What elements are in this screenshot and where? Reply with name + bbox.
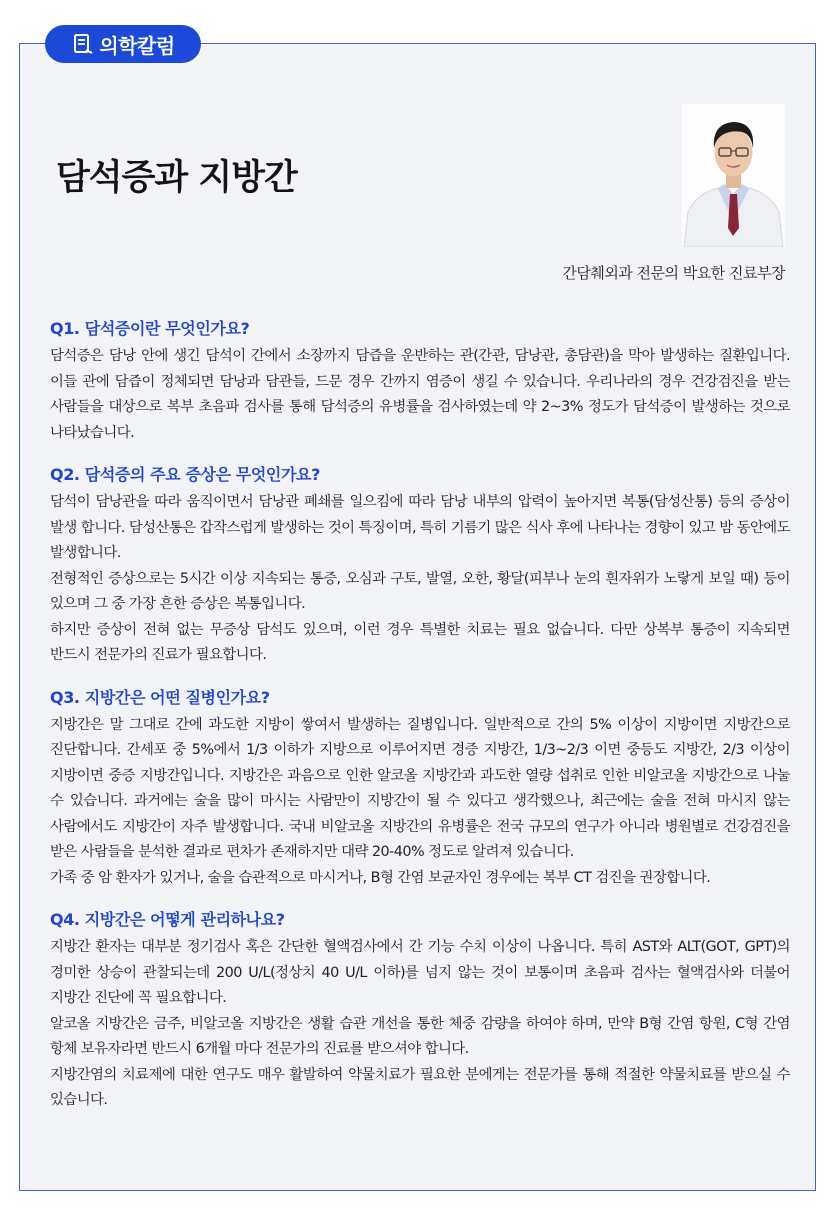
question-heading: Q3. 지방간은 어떤 질병인가요? bbox=[50, 687, 270, 707]
answer-paragraph: 지방간은 말 그대로 간에 과도한 지방이 쌓여서 발생하는 질병입니다. 일반적으로 간의 5% 이상이 지방이면 지방간으로 진단합니다. 간세포 중 5%에서 1/3 이하가 지방으로 이루어지면 경증 지방간, 1/3~2/3 이면 중등도 지방간, 2/3 이상이 지방이면 중증 지방간입니다. 지방간은 과음으로 인한 알코올 지방간과 과도한 열량 섭취로 인한 비알코올 지방간으로 나눌 수 있습니다. 과거에는 술을 많이 마시는 사람만이 지방간이 될 수 있다고 생각했으나, 최근에는 술을 전혀 마시지 않는 사람에서도 지방간이 자주 발생합니다. 국내 비알코올 지방간의 유병률은 전국 규모의 연구가 아니라 병원별로 건강검진을 받은 사람들을 분석한 결과로 편차가 존재하지만 대략 20-40% 정도로 알려져 있습니다. bbox=[50, 716, 790, 860]
qa-section-1 bbox=[50, 318, 790, 446]
page-title: 담석증과 지방간 bbox=[56, 158, 297, 198]
question-heading: Q1. 담석증이란 무엇인가요? bbox=[50, 319, 250, 338]
qa-section-4 bbox=[50, 909, 790, 1114]
qa-section-3 bbox=[50, 687, 790, 892]
article-body bbox=[50, 318, 790, 1132]
answer-paragraph: 알코올 지방간은 금주, 비알코올 지방간은 생활 습관 개선을 통한 체중 감량을 하여야 하며, 만약 B형 간염 항원, C형 간염 항체 보유자라면 반드시 6개월 마다 전문가의 진료를 받으셔야 합니다. bbox=[50, 1015, 790, 1057]
answer-paragraph: 전형적인 증상으로는 5시간 이상 지속되는 통증, 오심과 구토, 발열, 오한, 황달(피부나 눈의 흰자위가 노랗게 보일 때) 등이 있으며 그 중 가장 흔한 증상은 복통입니다. bbox=[50, 570, 790, 612]
document-icon bbox=[71, 32, 95, 56]
doctor-portrait bbox=[682, 104, 785, 247]
qa-section-2 bbox=[50, 464, 790, 669]
question-heading: Q2. 담석증의 주요 증상은 무엇인가요? bbox=[50, 465, 320, 484]
author-byline: 간담췌외과 전문의 박요한 진료부장 bbox=[562, 264, 785, 282]
answer-paragraph: 담석이 담낭관을 따라 움직이면서 담낭관 폐쇄를 일으킴에 따라 담낭 내부의 압력이 높아지면 복통(담성산통) 등의 증상이 발생 합니다. 담성산통은 갑작스럽게 발생하는 것이 특징이며, 특히 기름기 많은 식사 후에 나타나는 경향이 있고 밤 동안에도 발생합니다. bbox=[50, 494, 791, 561]
answer-paragraph: 지방간 환자는 대부분 정기검사 혹은 간단한 혈액검사에서 간 기능 수치 이상이 나옵니다. 특히 AST와 ALT(GOT, GPT)의 경미한 상승이 관찰되는데 200 U/L(정상치 40 U/L 이하)를 넘지 않는 것이 보통이며 초음파 검사는 혈액검사와 더불어 지방간 진단에 꼭 필요합니다. bbox=[50, 939, 791, 1006]
answer-paragraph: 지방간염의 치료제에 대한 연구도 매우 활발하여 약물치료가 필요한 분에게는 전문가를 통해 적절한 약물치료를 받으실 수 있습니다. bbox=[50, 1066, 790, 1108]
answer-paragraph: 하지만 증상이 전혀 없는 무증상 담석도 있으며, 이런 경우 특별한 치료는 필요 없습니다. 다만 상복부 통증이 지속되면 반드시 전문가의 진료가 필요합니다. bbox=[50, 621, 790, 663]
question-heading: Q4. 지방간은 어떻게 관리하나요? bbox=[50, 910, 285, 929]
column-tag-label: 의학칼럼 bbox=[99, 33, 175, 58]
column-tag bbox=[45, 25, 201, 63]
answer-paragraph: 가족 중 암 환자가 있거나, 술을 습관적으로 마시거나, B형 간염 보균자인 경우에는 복부 CT 검진을 권장합니다. bbox=[50, 869, 711, 886]
answer-paragraph: 담석증은 담낭 안에 생긴 담석이 간에서 소장까지 담즙을 운반하는 관(간관, 담낭관, 총담관)을 막아 발생하는 질환입니다. 이들 관에 담즙이 정체되면 담낭과 담관들, 드문 경우 간까지 염증이 생길 수 있습니다. 우리나라의 경우 건강검진을 받는 사람들을 대상으로 복부 초음파 검사를 통해 담석증의 유병률을 검사하였는데 약 2~3% 정도가 담석증이 발생하는 것으로 나타났습니다. bbox=[50, 348, 790, 441]
